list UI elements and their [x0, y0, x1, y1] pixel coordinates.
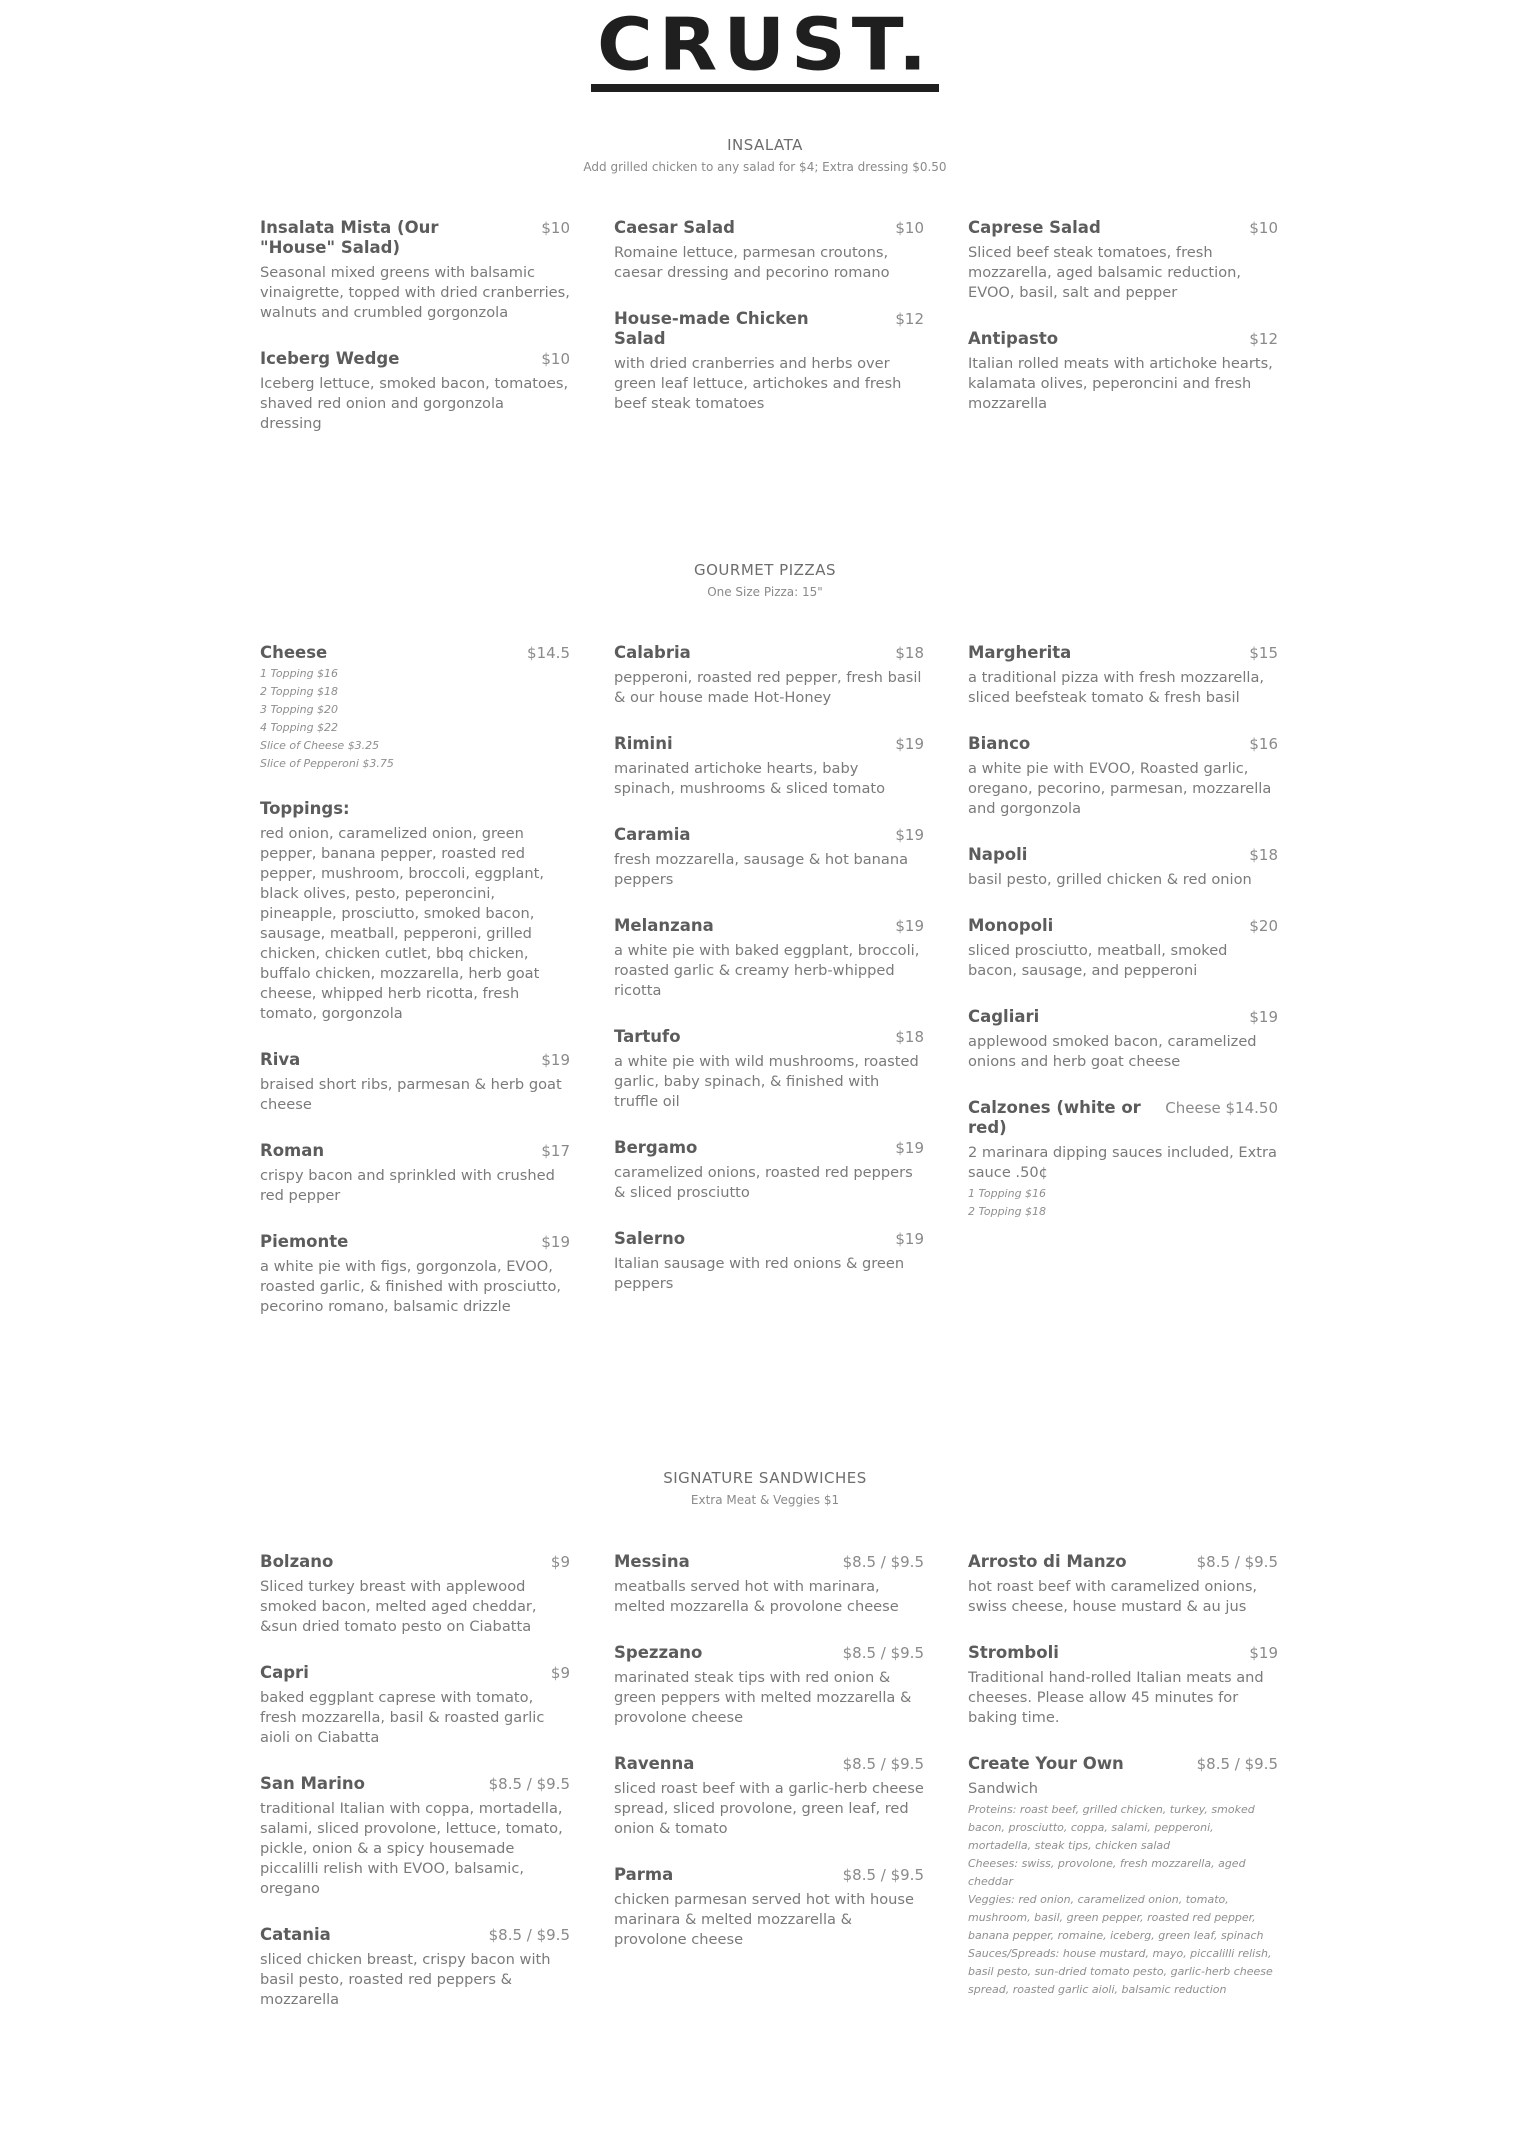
menu-item-name: Arrosto di Manzo [968, 1552, 1127, 1571]
menu-item-header [260, 1925, 570, 1945]
menu-item [614, 218, 924, 283]
menu-item [968, 643, 1278, 708]
menu-item-note: 2 Topping $18 [968, 1205, 1047, 1218]
menu-item-description: Iceberg lettuce, smoked bacon, tomatoes, shaved red onion and gorgonzola dressing [260, 375, 569, 432]
menu-item-header [968, 1643, 1278, 1663]
menu-item-description: Italian rolled meats with artichoke hearts, kalamata olives, peperoncini and fresh mozzarella [968, 355, 1273, 412]
menu-item-price: $10 [895, 219, 924, 237]
menu-column [260, 643, 570, 1343]
menu-item-name: Toppings: [260, 799, 350, 818]
menu-item-header [968, 1007, 1278, 1027]
menu-item-price: $18 [895, 644, 924, 662]
menu-item-note: Sauces/Spreads: house mustard, mayo, piccalilli relish, basil pesto, sun-dried tomato pesto, garlic-herb cheese spread, roasted garlic aioli, balsamic reduction [968, 1947, 1273, 1996]
menu-item-name: Cagliari [968, 1007, 1040, 1026]
menu-item-name: Antipasto [968, 329, 1059, 348]
menu-item-header [260, 643, 570, 663]
menu-item-name: Caramia [614, 825, 691, 844]
pizzas-menu [260, 643, 1278, 1343]
menu-item-description: baked eggplant caprese with tomato, fresh mozzarella, basil & roasted garlic aioli on Ciabatta [260, 1689, 545, 1746]
menu-item [260, 1774, 570, 1899]
menu-item-name: Melanzana [614, 916, 714, 935]
menu-item-name: Napoli [968, 845, 1028, 864]
menu-item [614, 1229, 924, 1294]
menu-item-header [260, 1141, 570, 1161]
menu-column [968, 218, 1278, 460]
menu-item-name: Rimini [614, 734, 673, 753]
menu-item-header [260, 349, 570, 369]
section-title: INSALATA [727, 136, 803, 154]
menu-item-description: a white pie with EVOO, Roasted garlic, oregano, pecorino, parmesan, mozzarella and gorgonzola [968, 760, 1272, 817]
menu-item-header [260, 799, 570, 819]
menu-item-price: $10 [541, 219, 570, 237]
menu-item-header [614, 916, 924, 936]
menu-column [260, 1552, 570, 2036]
menu-column [614, 643, 924, 1343]
menu-item-price: $18 [1249, 846, 1278, 864]
menu-item-note: 3 Topping $20 [260, 703, 339, 716]
menu-item [260, 1925, 570, 2010]
menu-item-header [614, 309, 924, 349]
menu-item [614, 309, 924, 414]
menu-item-name: House-made Chicken Salad [614, 309, 809, 348]
menu-item-price: $17 [541, 1142, 570, 1160]
menu-item-description: a white pie with baked eggplant, broccoli, roasted garlic & creamy herb-whipped ricotta [614, 942, 920, 999]
menu-item-note: Slice of Cheese $3.25 [260, 739, 380, 752]
menu-column [260, 218, 570, 460]
menu-item-price: $10 [541, 350, 570, 368]
menu-item [260, 1663, 570, 1748]
menu-item-description: a traditional pizza with fresh mozzarella, sliced beefsteak tomato & fresh basil [968, 669, 1265, 706]
menu-item-name: Iceberg Wedge [260, 349, 400, 368]
menu-item-description: Sliced turkey breast with applewood smoked bacon, melted aged cheddar, &sun dried tomato pesto on Ciabatta [260, 1578, 537, 1635]
menu-item-header [614, 1865, 924, 1885]
menu-item [614, 734, 924, 799]
menu-item [968, 1552, 1278, 1617]
section-title: GOURMET PIZZAS [694, 561, 836, 579]
menu-item-description: crispy bacon and sprinkled with crushed red pepper [260, 1167, 555, 1204]
insalata-header [0, 136, 1530, 174]
menu-item-header [614, 1027, 924, 1047]
menu-item-description: Traditional hand-rolled Italian meats and cheeses. Please allow 45 minutes for baking time. [968, 1669, 1264, 1726]
menu-item-description: red onion, caramelized onion, green pepper, banana pepper, roasted red pepper, mushroom, broccoli, eggplant, black olives, pesto, peperoncini, pineapple, prosciutto, smoked bacon, sausage, meatball, pepperoni, grilled chicken, chicken cutlet, bbq chicken, buffalo chicken, mozzarella, herb goat cheese, whipped herb ricotta, fresh tomato, gorgonzola [260, 825, 544, 1022]
menu-item [260, 349, 570, 434]
menu-item-header [968, 218, 1278, 238]
menu-item-header [614, 1643, 924, 1663]
menu-item-name: Margherita [968, 643, 1072, 662]
menu-item-description: Romaine lettuce, parmesan croutons, caesar dressing and pecorino romano [614, 244, 890, 281]
menu-item-description: marinated steak tips with red onion & green peppers with melted mozzarella & provolone cheese [614, 1669, 912, 1726]
menu-item-description: sliced chicken breast, crispy bacon with basil pesto, roasted red peppers & mozzarella [260, 1951, 551, 2008]
menu-item-price: $19 [541, 1233, 570, 1251]
logo-mark [591, 0, 939, 92]
menu-item-header [968, 643, 1278, 663]
menu-item-name: Messina [614, 1552, 690, 1571]
menu-item-name: Catania [260, 1925, 331, 1944]
menu-item-name: Calzones (white or red) [968, 1098, 1141, 1137]
menu-item-notes [260, 665, 570, 773]
menu-item-price: $8.5 / $9.5 [488, 1775, 570, 1793]
menu-item-header [260, 1774, 570, 1794]
menu-item-price: $14.5 [527, 644, 570, 662]
menu-item-name: Spezzano [614, 1643, 703, 1662]
menu-item-header [614, 825, 924, 845]
menu-item-description: Italian sausage with red onions & green peppers [614, 1255, 905, 1292]
menu-item-price: $16 [1249, 735, 1278, 753]
menu-item [968, 916, 1278, 981]
menu-item-header [260, 1232, 570, 1252]
menu-item-description: pepperoni, roasted red pepper, fresh basil & our house made Hot-Honey [614, 669, 922, 706]
menu-item-note: 1 Topping $16 [968, 1187, 1047, 1200]
menu-item-name: Create Your Own [968, 1754, 1124, 1773]
menu-item [260, 1232, 570, 1317]
menu-item [614, 825, 924, 890]
menu-item-header [614, 1229, 924, 1249]
menu-item-price: $18 [895, 1028, 924, 1046]
menu-item-price: $8.5 / $9.5 [842, 1866, 924, 1884]
menu-item-price: $19 [895, 826, 924, 844]
menu-item [260, 1141, 570, 1206]
menu-item [614, 1865, 924, 1950]
menu-item-name: Piemonte [260, 1232, 349, 1251]
menu-item-price: $8.5 / $9.5 [1196, 1553, 1278, 1571]
menu-item-note: 4 Topping $22 [260, 721, 339, 734]
menu-item-name: Cheese [260, 643, 328, 662]
menu-item-header [614, 1754, 924, 1774]
section-subtitle: Extra Meat & Veggies $1 [690, 1493, 840, 1507]
menu-item-name: Monopoli [968, 916, 1054, 935]
menu-item-note: Cheeses: swiss, provolone, fresh mozzarella, aged cheddar [968, 1857, 1246, 1888]
menu-item-description: a white pie with figs, gorgonzola, EVOO, roasted garlic, & finished with prosciutto, pecorino romano, balsamic drizzle [260, 1258, 562, 1315]
menu-item-description: meatballs served hot with marinara, melted mozzarella & provolone cheese [614, 1578, 899, 1615]
menu-item [614, 1754, 924, 1839]
menu-item-header [614, 1552, 924, 1572]
menu-item-description: basil pesto, grilled chicken & red onion [968, 871, 1252, 888]
menu-item [968, 845, 1278, 890]
menu-item-price: $19 [895, 1230, 924, 1248]
menu-item [614, 643, 924, 708]
menu-item [968, 1754, 1278, 1999]
menu-item-price: $9 [550, 1553, 570, 1571]
menu-item-header [260, 1050, 570, 1070]
menu-item-name: Calabria [614, 643, 691, 662]
menu-item-description: with dried cranberries and herbs over green leaf lettuce, artichokes and fresh beef steak tomatoes [614, 355, 902, 412]
menu-item-description: fresh mozzarella, sausage & hot banana peppers [614, 851, 909, 888]
menu-item-price: $8.5 / $9.5 [842, 1755, 924, 1773]
menu-item-name: Tartufo [614, 1027, 681, 1046]
section-subtitle: Add grilled chicken to any salad for $4; Extra dressing $0.50 [583, 160, 947, 174]
menu-column [614, 218, 924, 460]
menu-item-name: Salerno [614, 1229, 686, 1248]
menu-item-header [968, 329, 1278, 349]
menu-item-header [968, 1098, 1278, 1138]
menu-item [968, 734, 1278, 819]
menu-item-price: $19 [895, 1139, 924, 1157]
menu-item [968, 218, 1278, 303]
menu-item-header [614, 643, 924, 663]
menu-item-notes [968, 1801, 1278, 1999]
menu-item-description: Sandwich [968, 1780, 1038, 1797]
menu-item [614, 916, 924, 1001]
menu-item-description: caramelized onions, roasted red peppers & sliced prosciutto [614, 1164, 913, 1201]
section-title: SIGNATURE SANDWICHES [663, 1469, 867, 1487]
menu-item-name: Bianco [968, 734, 1031, 753]
menu-item-price: Cheese $14.50 [1165, 1099, 1278, 1117]
menu-item-name: Bolzano [260, 1552, 334, 1571]
menu-item [968, 1643, 1278, 1728]
menu-item-price: $9 [550, 1664, 570, 1682]
menu-item-description: sliced prosciutto, meatball, smoked bacon, sausage, and pepperoni [968, 942, 1228, 979]
menu-item-description: hot roast beef with caramelized onions, swiss cheese, house mustard & au jus [968, 1578, 1258, 1615]
menu-item-note: Proteins: roast beef, grilled chicken, turkey, smoked bacon, prosciutto, coppa, salami, pepperoni, mortadella, steak tips, chicken salad [968, 1803, 1255, 1852]
menu-item-price: $8.5 / $9.5 [842, 1644, 924, 1662]
menu-item-description: 2 marinara dipping sauces included, Extra sauce .50¢ [968, 1144, 1277, 1181]
menu-item-notes [968, 1185, 1278, 1221]
menu-item-description: chicken parmesan served hot with house marinara & melted mozzarella & provolone cheese [614, 1891, 914, 1948]
sandwiches-header [0, 1469, 1530, 1507]
menu-item [260, 1050, 570, 1115]
menu-item-header [968, 845, 1278, 865]
menu-item-header [968, 1552, 1278, 1572]
menu-item-price: $8.5 / $9.5 [1196, 1755, 1278, 1773]
menu-item-name: Insalata Mista (Our "House" Salad) [260, 218, 439, 257]
menu-item [614, 1643, 924, 1728]
menu-item-note: Veggies: red onion, caramelized onion, tomato, mushroom, basil, green pepper, roasted red pepper, banana pepper, romaine, iceberg, green leaf, spinach [968, 1893, 1264, 1942]
menu-item-note: 1 Topping $16 [260, 667, 339, 680]
menu-item-price: $15 [1249, 644, 1278, 662]
menu-item-name: San Marino [260, 1774, 365, 1793]
menu-item-description: Sliced beef steak tomatoes, fresh mozzarella, aged balsamic reduction, EVOO, basil, salt and pepper [968, 244, 1242, 301]
menu-item [968, 329, 1278, 414]
menu-item-description: marinated artichoke hearts, baby spinach, mushrooms & sliced tomato [614, 760, 886, 797]
menu-item-header [260, 1552, 570, 1572]
menu-item [614, 1027, 924, 1112]
menu-item-name: Caesar Salad [614, 218, 735, 237]
menu-item-name: Parma [614, 1865, 674, 1884]
menu-item-price: $19 [541, 1051, 570, 1069]
menu-item-price: $19 [1249, 1644, 1278, 1662]
menu-item [260, 799, 570, 1024]
menu-item-price: $8.5 / $9.5 [842, 1553, 924, 1571]
menu-item-header [968, 1754, 1278, 1774]
menu-item-price: $19 [895, 735, 924, 753]
menu-item-price: $12 [895, 310, 924, 328]
menu-item-description: braised short ribs, parmesan & herb goat cheese [260, 1076, 562, 1113]
menu-item-description: traditional Italian with coppa, mortadella, salami, sliced provolone, lettuce, tomato, pickle, onion & a spicy housemade piccalilli relish with EVOO, balsamic, oregano [260, 1800, 563, 1897]
menu-item [968, 1007, 1278, 1072]
menu-item-header [968, 916, 1278, 936]
menu-item-description: applewood smoked bacon, caramelized onions and herb goat cheese [968, 1033, 1257, 1070]
menu-column [968, 643, 1278, 1343]
menu-item-header [614, 1138, 924, 1158]
menu-item-header [260, 1663, 570, 1683]
menu-item-name: Capri [260, 1663, 309, 1682]
sandwiches-menu [260, 1552, 1278, 2036]
menu-item-price: $19 [895, 917, 924, 935]
menu-item-price: $10 [1249, 219, 1278, 237]
menu-item-price: $12 [1249, 330, 1278, 348]
menu-item [614, 1552, 924, 1617]
menu-item-description: sliced roast beef with a garlic-herb cheese spread, sliced provolone, green leaf, red onion & tomato [614, 1780, 924, 1837]
menu-item-header [968, 734, 1278, 754]
pizzas-header [0, 561, 1530, 599]
menu-item [260, 643, 570, 773]
menu-item-price: $20 [1249, 917, 1278, 935]
menu-item-name: Caprese Salad [968, 218, 1101, 237]
menu-item-name: Bergamo [614, 1138, 698, 1157]
menu-item [260, 1552, 570, 1637]
menu-item-header [614, 734, 924, 754]
menu-column [968, 1552, 1278, 2036]
menu-item-description: a white pie with wild mushrooms, roasted garlic, baby spinach, & finished with truffle oil [614, 1053, 919, 1110]
logo [0, 0, 1530, 92]
menu-item [614, 1138, 924, 1203]
menu-item-name: Ravenna [614, 1754, 695, 1773]
section-subtitle: One Size Pizza: 15" [707, 585, 823, 599]
menu-column [614, 1552, 924, 2036]
insalata-menu [260, 218, 1278, 460]
menu-item-price: $8.5 / $9.5 [488, 1926, 570, 1944]
menu-item-description: Seasonal mixed greens with balsamic vinaigrette, topped with dried cranberries, walnuts and crumbled gorgonzola [260, 264, 570, 321]
menu-item-price: $19 [1249, 1008, 1278, 1026]
menu-item-name: Stromboli [968, 1643, 1059, 1662]
menu-item-name: Riva [260, 1050, 301, 1069]
menu-item [968, 1098, 1278, 1221]
menu-item-header [260, 218, 570, 258]
menu-item-header [614, 218, 924, 238]
menu-item-name: Roman [260, 1141, 325, 1160]
menu-item [260, 218, 570, 323]
menu-item-note: Slice of Pepperoni $3.75 [260, 757, 394, 770]
menu-item-note: 2 Topping $18 [260, 685, 339, 698]
logo-text: CRUST. [597, 2, 933, 87]
